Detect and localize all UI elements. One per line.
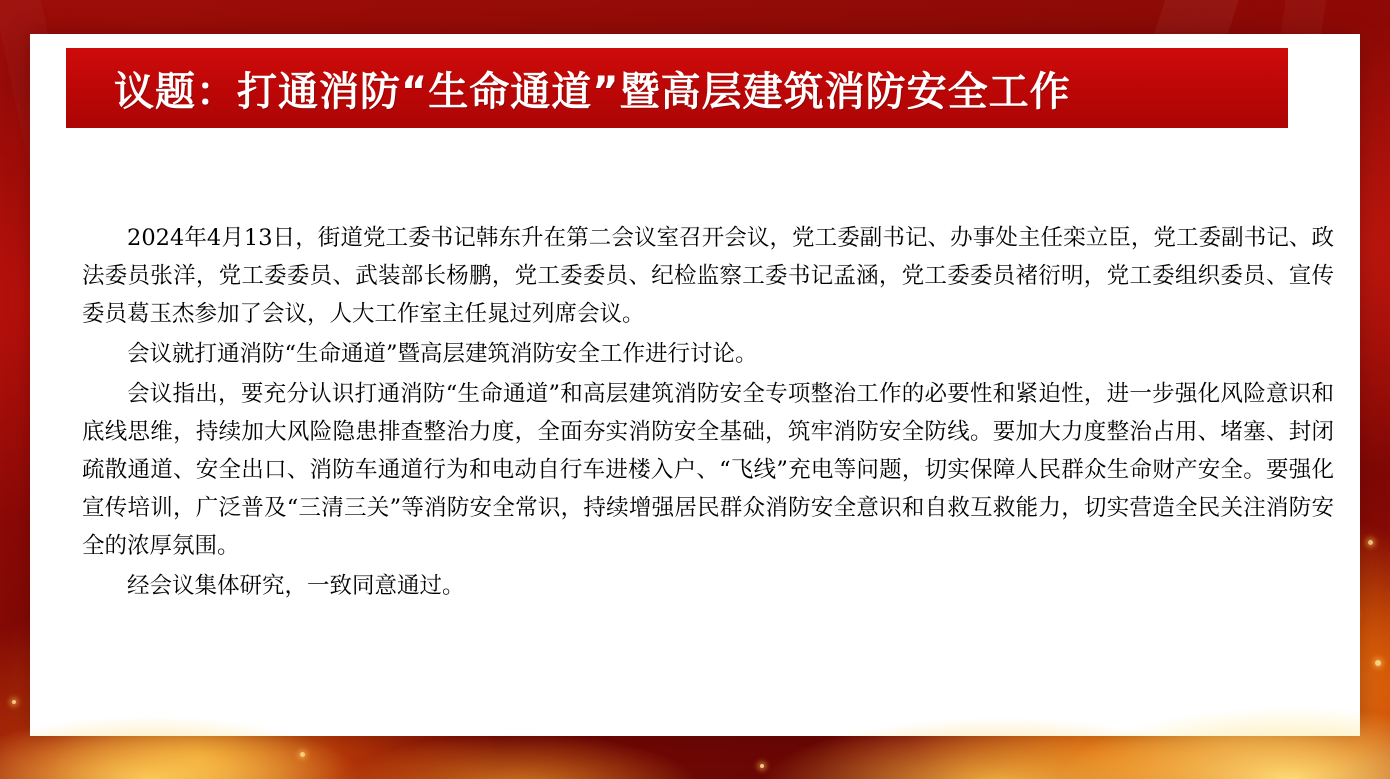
decorative-spark <box>1375 660 1381 666</box>
decorative-spark <box>1368 540 1373 545</box>
page-title: 议题：打通消防“生命通道”暨高层建筑消防安全工作 <box>114 68 1071 115</box>
paragraph: 会议指出，要充分认识打通消防“生命通道”和高层建筑消防安全专项整治工作的必要性和紧迫性，进一步强化风险意识和底线思维，持续加大风险隐患排查整治力度，全面夯实消防安全基础，筑牢消防安全防线。要加大力度整治占用、堵塞、封闭疏散通道、安全出口、消防车通道行为和电动自行车进楼入户、“飞线”充电等问题，切实保障人民群众生命财产安全。要强化宣传培训，广泛普及“三清三关”等消防安全常识，持续增强居民群众消防安全意识和自救互救能力，切实营造全民关注消防安全的浓厚氛围。 <box>82 381 1334 559</box>
content-card <box>30 34 1360 736</box>
meeting-minutes-body <box>82 219 1334 607</box>
paragraph: 经会议集体研究，一致同意通过。 <box>127 573 465 599</box>
decorative-spark <box>300 752 305 757</box>
decorative-spark <box>760 764 764 768</box>
slide-title-bar <box>66 48 1288 128</box>
paragraph: 2024年4月13日，街道党工委书记韩东升在第二会议室召开会议，党工委副书记、办事处主任栾立臣，党工委副书记、政法委员张洋，党工委委员、武装部长杨鹏，党工委委员、纪检监察工委书记孟涵，党工委委员褚衍明，党工委组织委员、宣传委员葛玉杰参加了会议，人大工作室主任晁过列席会议。 <box>82 225 1334 327</box>
decorative-spark <box>12 700 16 704</box>
paragraph: 会议就打通消防“生命通道”暨高层建筑消防安全工作进行讨论。 <box>127 341 758 367</box>
